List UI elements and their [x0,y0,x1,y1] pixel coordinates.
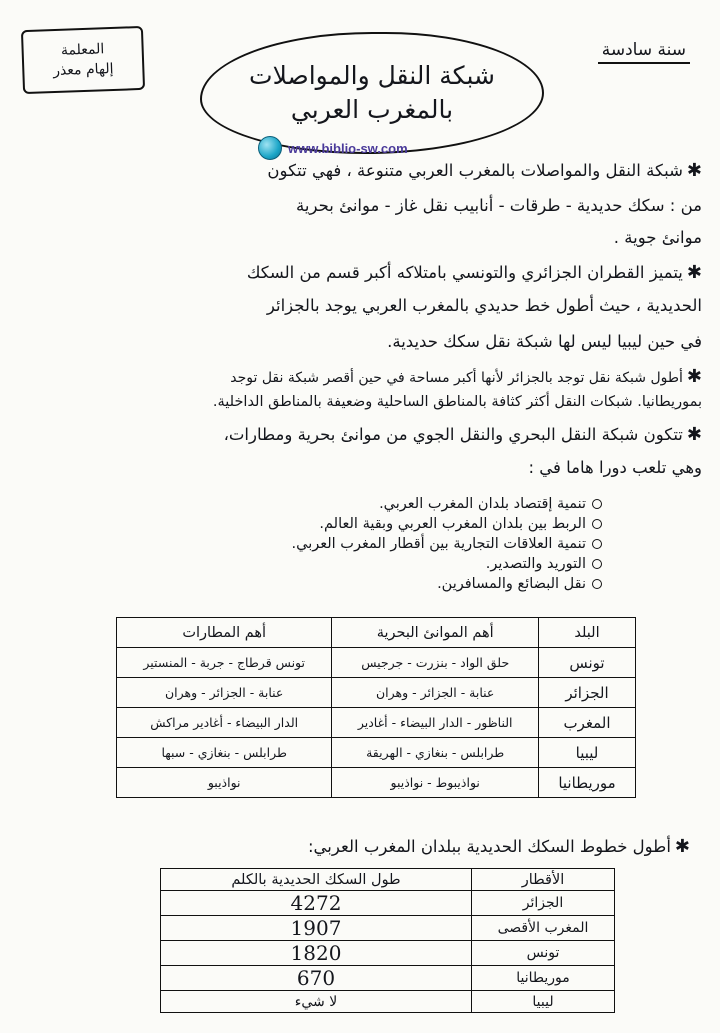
roles-list [292,494,602,594]
table-row [161,916,615,941]
table-row [117,738,636,768]
circle-bullet-icon [592,559,602,569]
paragraph-line: موانئ جوية . [613,228,702,247]
teacher-name: إلهام معذر [52,60,114,80]
table-row [161,941,615,966]
ports-cell: عنابة - الجزائر - وهران [332,678,539,708]
list-item: تنمية إقتصاد بلدان المغرب العربي. [292,494,602,514]
column-header: أهم المطارات [117,618,332,648]
list-item: الربط بين بلدان المغرب العربي وبقية العالم. [292,514,602,534]
ports-cell: طرابلس - بنغازي - الهريقة [332,738,539,768]
airports-cell: الدار البيضاء - أغادير مراكش [117,708,332,738]
paragraph-line: ✱أطول شبكة نقل توجد بالجزائر لأنها أكبر مساحة في حين أقصر شبكة نقل توجد [230,366,702,387]
paragraph-line: في حين ليبيا ليس لها شبكة نقل سكك حديدية. [387,332,702,351]
teacher-title: المعلمة [60,41,105,59]
country-cell: موريطانيا [472,966,615,991]
table-row [117,768,636,798]
table-row [117,708,636,738]
paragraph-line: من : سكك حديدية - طرقات - أنابيب نقل غاز - موانئ بحرية [296,196,702,215]
title-line-1: شبكة النقل والمواصلات [249,61,495,90]
ports-cell: حلق الواد - بنزرت - جرجيس [332,648,539,678]
column-header: أهم الموانئ البحرية [332,618,539,648]
circle-bullet-icon [592,499,602,509]
country-cell: تونس [539,648,636,678]
asterisk-icon: ✱ [686,160,702,181]
asterisk-icon: ✱ [686,424,702,445]
length-cell: لا شيء [161,991,472,1013]
railway-heading: ✱أطول خطوط السكك الحديدية ببلدان المغرب العربي: [308,836,690,857]
asterisk-icon: ✱ [686,366,702,387]
globe-icon [258,136,282,160]
country-cell: موريطانيا [539,768,636,798]
length-cell: 1907 [161,916,472,941]
list-item: نقل البضائع والمسافرين. [292,574,602,594]
column-header: طول السكك الحديدية بالكلم [161,869,472,891]
list-item: التوريد والتصدير. [292,554,602,574]
table-row [117,678,636,708]
table-row [161,966,615,991]
airports-cell: عنابة - الجزائر - وهران [117,678,332,708]
teacher-name-box [21,26,145,94]
airports-cell: طرابلس - بنغازي - سبها [117,738,332,768]
country-cell: الجزائر [539,678,636,708]
country-cell: المغرب [539,708,636,738]
circle-bullet-icon [592,519,602,529]
circle-bullet-icon [592,579,602,589]
paragraph-line: الحديدية ، حيث أطول خط حديدي بالمغرب العربي يوجد بالجزائر [266,296,702,315]
table-header-row [117,618,636,648]
paragraph-line: بموريطانيا. شبكات النقل أكثر كثافة بالمناطق الساحلية وضعيفة بالمناطق الداخلية. [212,394,702,410]
grade-level: سنة سادسة [598,40,690,64]
paragraph-line: ✱يتميز القطران الجزائري والتونسي بامتلاكه أكبر قسم من السكك [246,262,702,283]
asterisk-icon: ✱ [686,262,702,283]
ports-cell: الناظور - الدار البيضاء - أغادير [332,708,539,738]
ports-airports-table [116,617,636,798]
paragraph-line: ✱تتكون شبكة النقل البحري والنقل الجوي من موانئ بحرية ومطارات، [223,424,702,445]
column-header: البلد [539,618,636,648]
airports-cell: تونس قرطاج - جربة - المنستير [117,648,332,678]
country-cell: تونس [472,941,615,966]
country-cell: الجزائر [472,891,615,916]
column-header: الأقطار [472,869,615,891]
country-cell: ليبيا [539,738,636,768]
site-watermark [258,136,408,160]
ports-cell: نواذيبوط - نواذيبو [332,768,539,798]
title-line-2: بالمغرب العربي [290,95,454,124]
length-cell: 4272 [161,891,472,916]
paragraph-line: وهي تلعب دورا هاما في : [528,458,702,477]
length-cell: 670 [161,966,472,991]
railway-length-table [160,868,615,1013]
table-row [161,891,615,916]
paragraph-line: ✱شبكة النقل والمواصلات بالمغرب العربي متنوعة ، فهي تتكون [267,160,702,181]
country-cell: ليبيا [472,991,615,1013]
country-cell: المغرب الأقصى [472,916,615,941]
asterisk-icon: ✱ [674,836,690,857]
table-row [117,648,636,678]
table-header-row [161,869,615,891]
circle-bullet-icon [592,539,602,549]
airports-cell: نواذيبو [117,768,332,798]
list-item: تنمية العلاقات التجارية بين أقطار المغرب العربي. [292,534,602,554]
length-cell: 1820 [161,941,472,966]
watermark-url: www.biblio-sw.com [288,140,408,156]
table-row [161,991,615,1013]
